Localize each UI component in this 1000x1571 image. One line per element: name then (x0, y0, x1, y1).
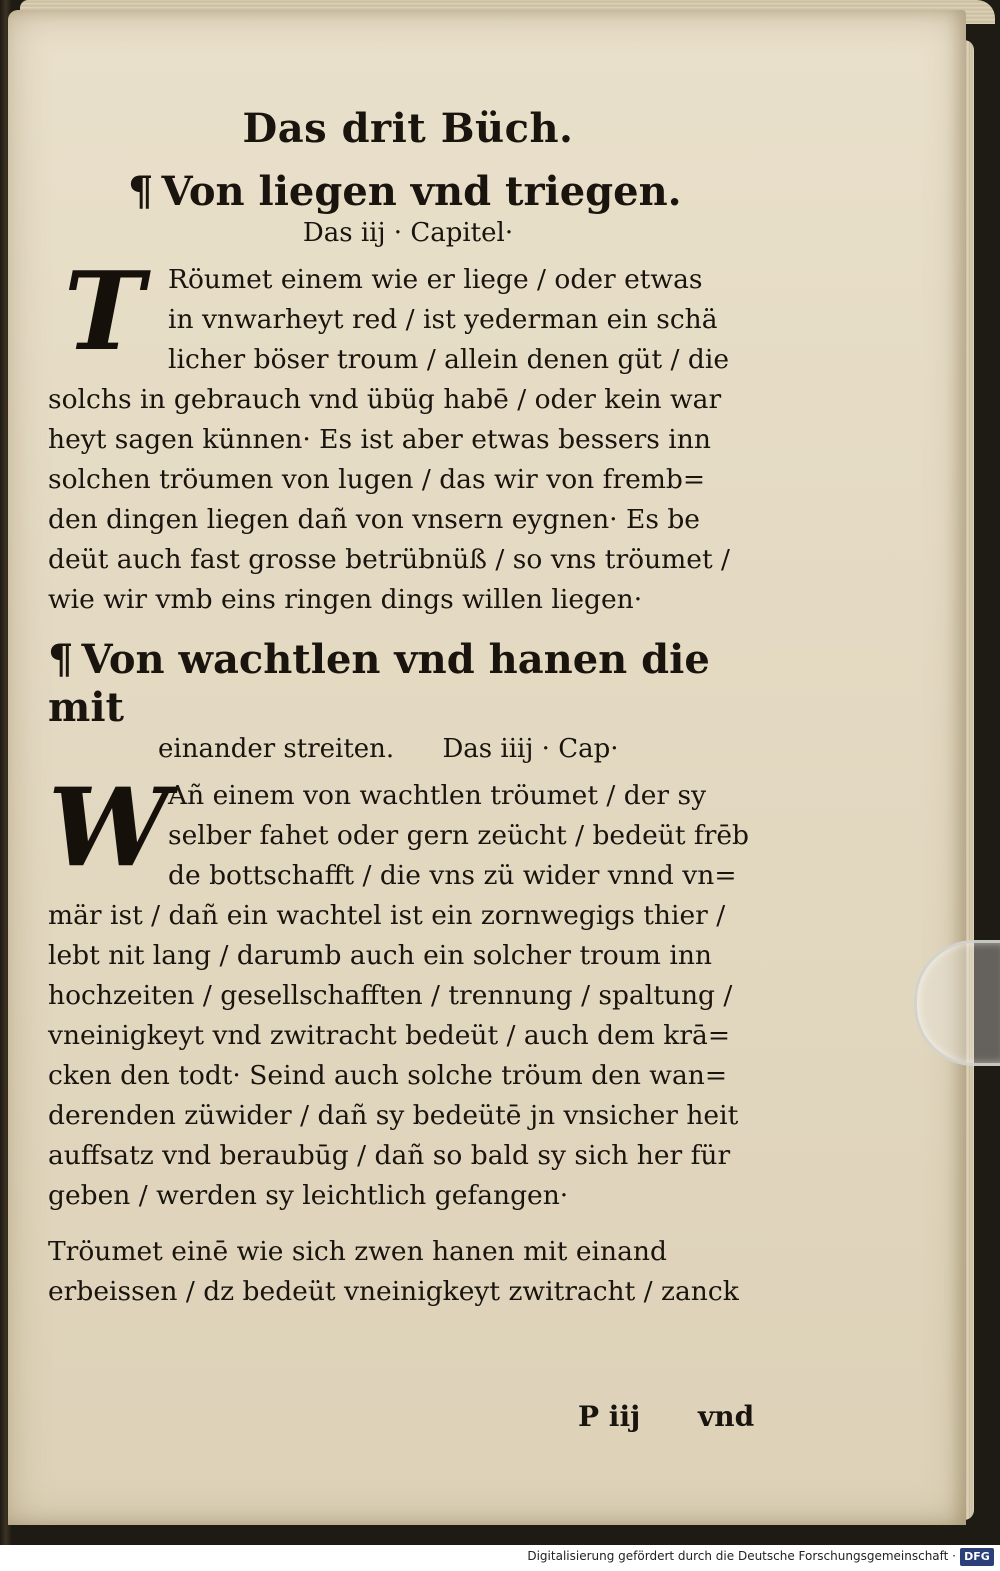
book-page (8, 10, 966, 1525)
chapter-1-title-text: Von liegen vnd triegen. (161, 168, 682, 215)
chapter-2-number: Das iiij · Cap· (442, 734, 619, 764)
signature-mark: P iij (578, 1400, 641, 1433)
footer-credit: Digitalisierung gefördert durch die Deutsche Forschungsgemeinschaft · (527, 1549, 956, 1563)
chapter-1-title (48, 168, 768, 216)
chapter-2-paragraph-2 (48, 1232, 768, 1312)
text-line: Tröumet einē wie sich zwen hanen mit einand (48, 1236, 667, 1267)
text-line: Añ einem von wachtlen tröumet / der sy (168, 780, 707, 811)
chapter-2-title-text: Von wachtlen vnd hanen die mit (48, 636, 710, 731)
paragraph-mark-icon: ¶ (48, 636, 74, 683)
decorated-initial-t: T (63, 249, 145, 375)
text-line: den dingen liegen dañ von vnsern eygnen· Es be (48, 504, 700, 535)
chapter-1-subtitle: Das iij · Capitel· (302, 218, 514, 248)
paragraph-mark-icon: ¶ (128, 168, 154, 215)
text-line: heyt sagen künnen· Es ist aber etwas bessers inn (48, 424, 711, 455)
text-line: solchs in gebrauch vnd übüg habē / oder kein war (48, 384, 722, 415)
dfg-logo: DFG (960, 1548, 994, 1566)
chapter-2-title (48, 636, 768, 732)
chapter-2-subtitle (48, 734, 768, 764)
text-line: erbeissen / dz bedeüt vneinigkeyt zwitracht / zanck (48, 1276, 739, 1307)
text-line: mär ist / dañ ein wachtel ist ein zornwegigs thier / (48, 900, 726, 931)
decorated-initial-w: W (48, 765, 170, 891)
text-line: hochzeiten / gesellschafften / trennung / spaltung / (48, 980, 733, 1011)
text-line: licher böser troum / allein denen güt / die (168, 344, 730, 375)
chapter-2-paragraph (48, 765, 768, 1216)
digitization-footer (0, 1545, 1000, 1571)
running-head: Das drit Büch. (242, 105, 574, 152)
text-line: deüt auch fast grosse betrübnüß / so vns tröumet / (48, 544, 730, 575)
text-line: Röumet einem wie er liege / oder etwas (168, 264, 703, 295)
page-text-block (48, 105, 768, 1433)
text-line: auffsatz vnd beraubūg / dañ so bald sy sich her für (48, 1140, 731, 1171)
chapter-1-paragraph (48, 249, 768, 620)
text-line: vneinigkeyt vnd zwitracht bedeüt / auch dem krā= (48, 1020, 731, 1051)
text-line: cken den todt· Seind auch solche tröum den wan= (48, 1060, 728, 1091)
text-line: wie wir vmb eins ringen dings willen liegen· (48, 584, 643, 615)
text-line: lebt nit lang / darumb auch ein solcher troum inn (48, 940, 712, 971)
text-line: derenden züwider / dañ sy bedeütē jn vnsicher heit (48, 1100, 739, 1131)
chapter-2-subtitle-text: einander streiten. (158, 734, 395, 764)
text-line: solchen tröumen von lugen / das wir von fremb= (48, 464, 706, 495)
text-line: selber fahet oder gern zeücht / bedeüt frēb (168, 820, 750, 851)
catchword: vnd (698, 1400, 755, 1433)
text-line: in vnwarheyt red / ist yederman ein schä (168, 304, 718, 335)
text-line: geben / werden sy leichtlich gefangen· (48, 1180, 569, 1211)
text-line: de bottschafft / die vns zü wider vnnd vn= (168, 860, 737, 891)
